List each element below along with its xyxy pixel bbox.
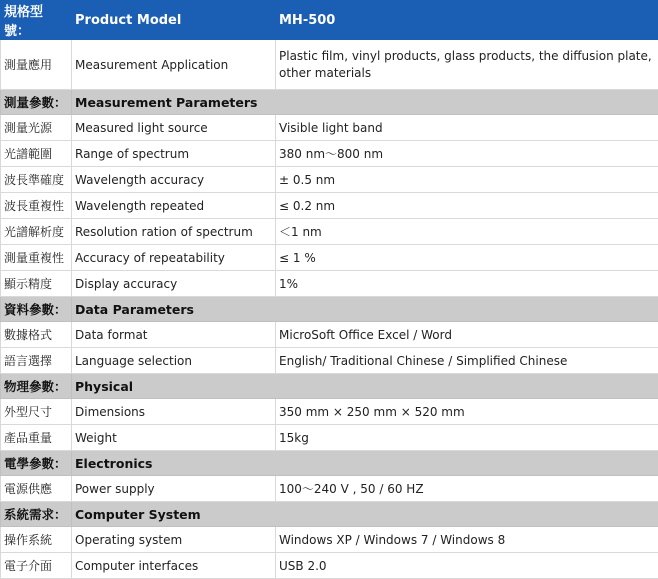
spec-zh: 語言選擇 bbox=[1, 348, 72, 374]
section-zh: 資料參數： bbox=[1, 297, 72, 322]
spec-row bbox=[1, 141, 658, 167]
spec-value: 100～240 V , 50 / 60 HZ bbox=[276, 476, 658, 502]
spec-zh: 產品重量 bbox=[1, 425, 72, 451]
application-label: Measurement Application bbox=[72, 40, 276, 90]
section-zh: 測量參數： bbox=[1, 90, 72, 115]
spec-value: ≤ 0.2 nm bbox=[276, 193, 658, 219]
spec-value: ≤ 1 % bbox=[276, 245, 658, 271]
spec-row bbox=[1, 322, 658, 348]
spec-label: Display accuracy bbox=[72, 271, 276, 297]
spec-row bbox=[1, 115, 658, 141]
spec-row bbox=[1, 476, 658, 502]
spec-zh: 測量光源 bbox=[1, 115, 72, 141]
section-zh: 系統需求： bbox=[1, 502, 72, 527]
spec-value: Windows XP / Windows 7 / Windows 8 bbox=[276, 527, 658, 553]
section-title: Computer System bbox=[72, 502, 658, 527]
spec-label: Wavelength repeated bbox=[72, 193, 276, 219]
spec-value: USB 2.0 bbox=[276, 553, 658, 579]
application-value: Plastic film, vinyl products, glass products, the diffusion plate, other materials bbox=[276, 40, 658, 90]
spec-row bbox=[1, 399, 658, 425]
product-model-zh: 規格型號： bbox=[1, 1, 72, 40]
spec-row bbox=[1, 219, 658, 245]
spec-label: Accuracy of repeatability bbox=[72, 245, 276, 271]
spec-label: Range of spectrum bbox=[72, 141, 276, 167]
spec-value: MicroSoft Office Excel / Word bbox=[276, 322, 658, 348]
spec-zh: 光譜解析度 bbox=[1, 219, 72, 245]
spec-zh: 顯示精度 bbox=[1, 271, 72, 297]
application-zh: 測量應用 bbox=[1, 40, 72, 90]
spec-label: Data format bbox=[72, 322, 276, 348]
spec-zh: 數據格式 bbox=[1, 322, 72, 348]
product-model-label: Product Model bbox=[72, 1, 276, 40]
section-title: Electronics bbox=[72, 451, 658, 476]
spec-zh: 波長準確度 bbox=[1, 167, 72, 193]
section-zh: 物理參數： bbox=[1, 374, 72, 399]
spec-row bbox=[1, 271, 658, 297]
spec-label: Measured light source bbox=[72, 115, 276, 141]
spec-row bbox=[1, 193, 658, 219]
spec-label: Resolution ration of spectrum bbox=[72, 219, 276, 245]
section-computer bbox=[1, 502, 658, 527]
spec-value: ＜1 nm bbox=[276, 219, 658, 245]
spec-value: 350 mm × 250 mm × 520 mm bbox=[276, 399, 658, 425]
spec-row bbox=[1, 348, 658, 374]
application-row bbox=[1, 40, 658, 90]
spec-value: 1% bbox=[276, 271, 658, 297]
spec-row bbox=[1, 527, 658, 553]
spec-value: English/ Traditional Chinese / Simplified Chinese bbox=[276, 348, 658, 374]
spec-zh: 外型尺寸 bbox=[1, 399, 72, 425]
spec-value: ± 0.5 nm bbox=[276, 167, 658, 193]
spec-value: 15kg bbox=[276, 425, 658, 451]
spec-zh: 測量重複性 bbox=[1, 245, 72, 271]
spec-row bbox=[1, 167, 658, 193]
section-physical bbox=[1, 374, 658, 399]
section-title: Data Parameters bbox=[72, 297, 658, 322]
spec-label: Power supply bbox=[72, 476, 276, 502]
product-model-value: MH-500 bbox=[276, 1, 658, 40]
spec-zh: 操作系統 bbox=[1, 527, 72, 553]
product-model-row bbox=[1, 1, 658, 40]
spec-row bbox=[1, 245, 658, 271]
section-measurement bbox=[1, 90, 658, 115]
spec-value: 380 nm～800 nm bbox=[276, 141, 658, 167]
spec-label: Computer interfaces bbox=[72, 553, 276, 579]
section-title: Physical bbox=[72, 374, 658, 399]
spec-zh: 電源供應 bbox=[1, 476, 72, 502]
section-electronics bbox=[1, 451, 658, 476]
spec-label: Operating system bbox=[72, 527, 276, 553]
section-data bbox=[1, 297, 658, 322]
spec-row bbox=[1, 425, 658, 451]
spec-zh: 電子介面 bbox=[1, 553, 72, 579]
spec-label: Language selection bbox=[72, 348, 276, 374]
spec-zh: 波長重複性 bbox=[1, 193, 72, 219]
section-zh: 電學參數： bbox=[1, 451, 72, 476]
spec-value: Visible light band bbox=[276, 115, 658, 141]
spec-label: Wavelength accuracy bbox=[72, 167, 276, 193]
spec-label: Weight bbox=[72, 425, 276, 451]
section-title: Measurement Parameters bbox=[72, 90, 658, 115]
spec-label: Dimensions bbox=[72, 399, 276, 425]
spec-zh: 光譜範圍 bbox=[1, 141, 72, 167]
